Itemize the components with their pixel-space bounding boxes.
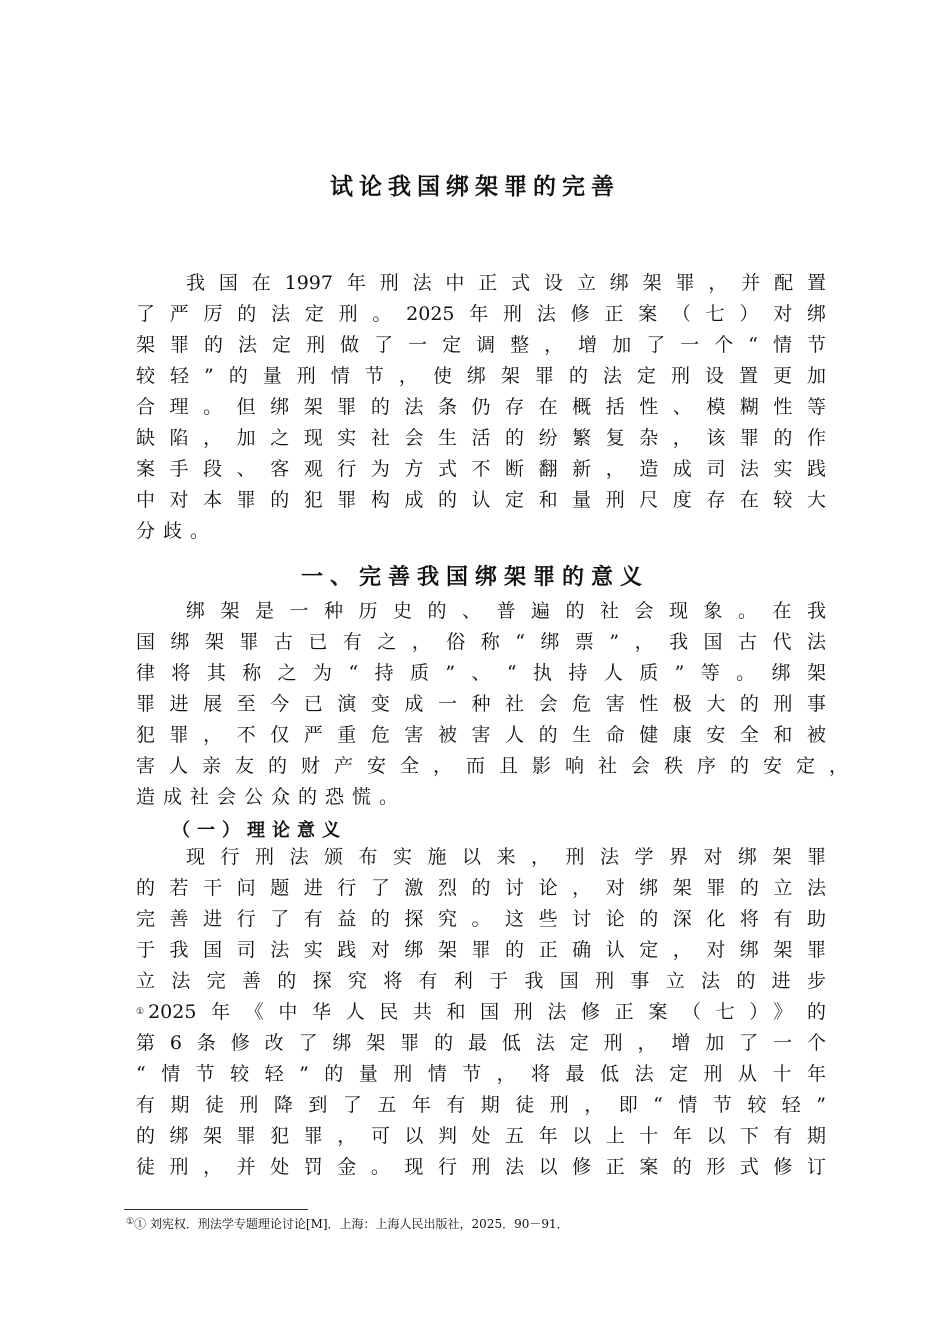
subsection1-line: 徒刑，并处罚金。现行刑法以修正案的形式修订 <box>136 1156 826 1178</box>
intro-line: 缺陷，加之现实社会生活的纷繁复杂，该罪的作 <box>136 427 826 449</box>
section1-line: 律将其称之为“持质”、“执持人质”等。绑架 <box>136 662 826 684</box>
subsection1-line: 2025年《中华人民共和国刑法修正案（七）》的 <box>148 1001 826 1023</box>
subsection1-line: 于我国司法实践对绑架罪的正确认定，对绑架罪 <box>136 939 826 961</box>
intro-line: 较轻”的量刑情节，使绑架罪的法定刑设置更加 <box>136 365 826 387</box>
section1-line: 罪进展至今已演变成一种社会危害性极大的刑事 <box>136 693 826 715</box>
section1-line: 犯罪，不仅严重危害被害人的生命健康安全和被 <box>136 724 826 746</box>
subsection1-line-with-note <box>136 997 826 1028</box>
intro-line: 架罪的法定刑做了一定调整，增加了一个“情节 <box>136 334 826 356</box>
footnote-marker[interactable]: ① <box>136 1007 145 1017</box>
intro-line: 中对本罪的犯罪构成的认定和量刑尺度存在较大 <box>136 489 826 511</box>
document-title: 试论我国绑架罪的完善 <box>330 174 620 200</box>
intro-line: 了严厉的法定刑。2025年刑法修正案（七）对绑 <box>136 303 826 325</box>
subsection1-line: 第6条修改了绑架罪的最低法定刑，增加了一个 <box>136 1032 826 1054</box>
section1-line: 绑架是一种历史的、普遍的社会现象。在我 <box>186 600 826 622</box>
intro-line: 案手段、客观行为方式不断翻新，造成司法实践 <box>136 458 826 480</box>
subsection1-line: 立法完善的探究将有利于我国刑事立法的进步 <box>136 970 826 992</box>
section1-line: 害人亲友的财产安全，而且影响社会秩序的安定， <box>136 755 848 777</box>
subsection1-line: 有期徒刑降到了五年有期徒刑，即“情节较轻” <box>136 1094 826 1116</box>
section-heading: 一、完善我国绑架罪的意义 <box>300 565 649 590</box>
footnote-number: ① <box>126 1217 135 1227</box>
intro-line: 分歧。 <box>136 520 218 542</box>
subsection-heading: （一）理论意义 <box>172 820 347 841</box>
subsection1-line: “情节较轻”的量刑情节，将最低法定刑从十年 <box>136 1063 826 1085</box>
subsection1-line: 完善进行了有益的探究。这些讨论的深化将有助 <box>136 908 826 930</box>
subsection1-line: 的绑架罪犯罪，可以判处五年以上十年以下有期 <box>136 1125 826 1147</box>
footnote-text: ① 刘宪权．刑法学专题理论讨论[M]．上海：上海人民出版社，2025．90－91． <box>134 1217 569 1231</box>
intro-line: 我国在1997年刑法中正式设立绑架罪，并配置 <box>186 272 826 294</box>
footnote <box>126 1214 569 1232</box>
subsection1-line: 的若干问题进行了激烈的讨论，对绑架罪的立法 <box>136 877 826 899</box>
section1-line: 国绑架罪古已有之，俗称“绑票”，我国古代法 <box>136 631 826 653</box>
intro-line: 合理。但绑架罪的法条仍存在概括性、模糊性等 <box>136 396 826 418</box>
section1-line: 造成社会公众的恐慌。 <box>136 786 407 808</box>
footnote-separator <box>124 1209 308 1210</box>
subsection1-line: 现行刑法颁布实施以来，刑法学界对绑架罪 <box>186 846 826 868</box>
